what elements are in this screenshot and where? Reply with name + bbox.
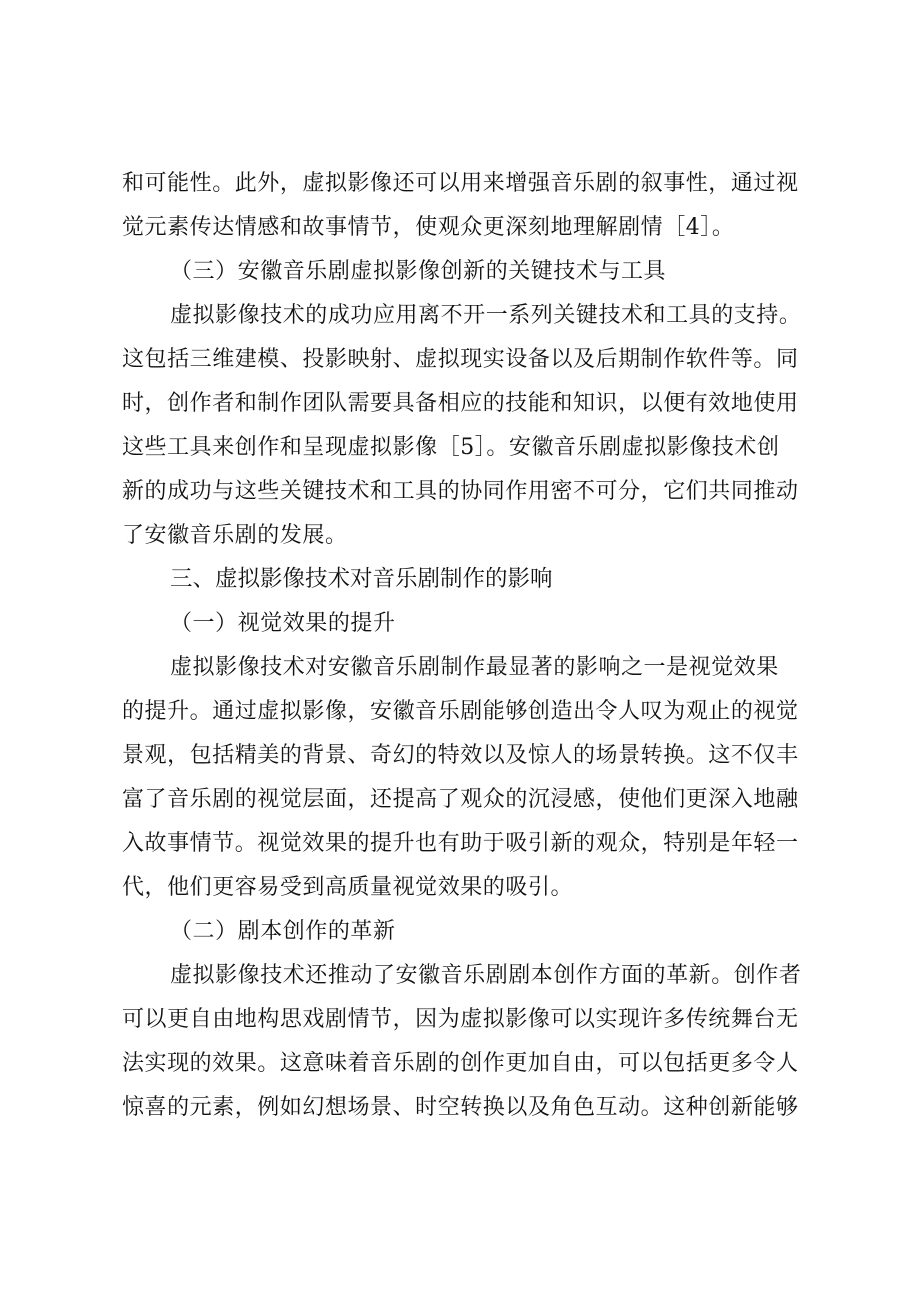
section-heading: 三、虚拟影像技术对音乐剧制作的影响	[170, 566, 553, 592]
paragraph-line: 这包括三维建模、投影映射、虚拟现实设备以及后期制作软件等。同	[122, 347, 799, 372]
paragraph-line: 景观，包括精美的背景、奇幻的特效以及惊人的场景转换。这不仅丰	[122, 743, 799, 768]
paragraph-line: 法实现的效果。这意味着音乐剧的创作更加自由，可以包括更多令人	[122, 1051, 799, 1076]
subsection-heading: （一）视觉效果的提升	[170, 611, 396, 636]
paragraph-line: 惊喜的元素，例如幻想场景、时空转换以及角色互动。这种创新能够	[122, 1095, 799, 1120]
paragraph-line: 时，创作者和制作团队需要具备相应的技能和知识，以便有效地使用	[122, 391, 799, 416]
paragraph-line: 虚拟影像技术还推动了安徽音乐剧剧本创作方面的革新。创作者	[170, 963, 802, 988]
paragraph-line: 了安徽音乐剧的发展。	[122, 523, 348, 548]
paragraph-line: 富了音乐剧的视觉层面，还提高了观众的沉浸感，使他们更深入地融	[122, 787, 799, 812]
paragraph-line: 的提升。通过虚拟影像，安徽音乐剧能够创造出令人叹为观止的视觉	[122, 699, 799, 724]
subsection-heading: （三）安徽音乐剧虚拟影像创新的关键技术与工具	[170, 259, 667, 284]
paragraph-line: 和可能性。此外，虚拟影像还可以用来增强音乐剧的叙事性，通过视	[122, 171, 799, 196]
paragraph-line: 新的成功与这些关键技术和工具的协同作用密不可分，它们共同推动	[122, 479, 799, 504]
paragraph-line: 虚拟影像技术的成功应用离不开一系列关键技术和工具的支持。	[170, 303, 802, 328]
paragraph-line: 入故事情节。视觉效果的提升也有助于吸引新的观众，特别是年轻一	[122, 831, 799, 856]
paragraph-line: 虚拟影像技术对安徽音乐剧制作最显著的影响之一是视觉效果	[170, 655, 779, 680]
paragraph-line: 可以更自由地构思戏剧情节，因为虚拟影像可以实现许多传统舞台无	[122, 1007, 799, 1032]
paragraph-line: 代，他们更容易受到高质量视觉效果的吸引。	[122, 875, 574, 900]
paragraph-line: 觉元素传达情感和故事情节，使观众更深刻地理解剧情［4］。	[122, 215, 735, 240]
paragraph-line: 这些工具来创作和呈现虚拟影像［5］。安徽音乐剧虚拟影像技术创	[122, 435, 780, 460]
subsection-heading: （二）剧本创作的革新	[170, 919, 396, 944]
